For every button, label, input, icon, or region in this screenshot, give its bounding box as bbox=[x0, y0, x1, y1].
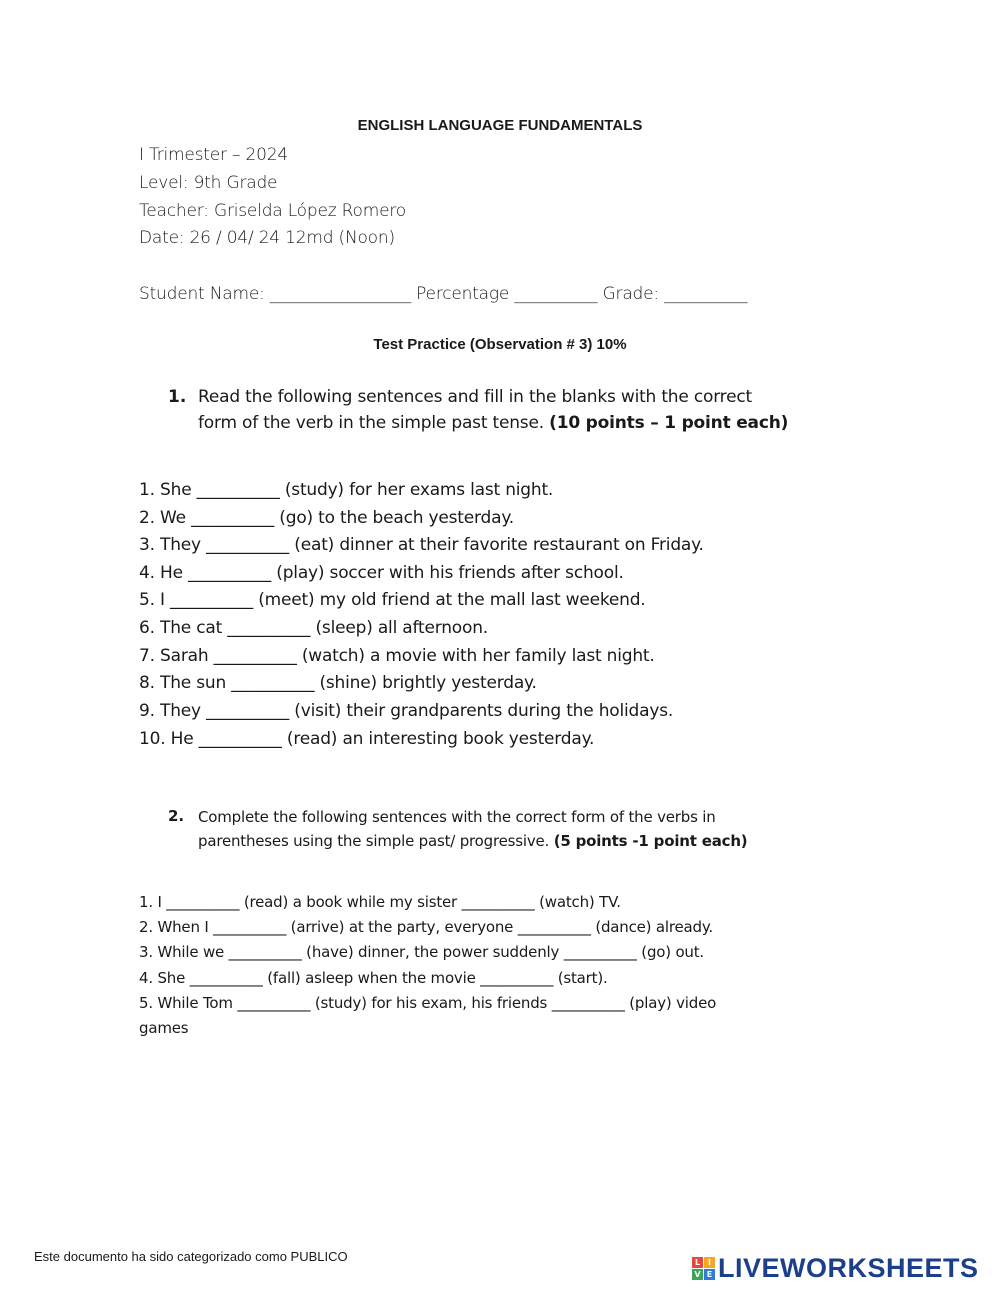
section1-item: 9. They __________ (visit) their grandparents during the holidays. bbox=[139, 701, 674, 721]
section2-instruction-line2 bbox=[198, 829, 747, 853]
section1-instruction bbox=[198, 384, 788, 436]
section1-item: 7. Sarah __________ (watch) a movie with her family last night. bbox=[139, 646, 655, 666]
logo-letter: I bbox=[704, 1257, 715, 1268]
section1-item: 4. He __________ (play) soccer with his friends after school. bbox=[139, 563, 624, 583]
logo-text: LIVEWORKSHEETS bbox=[718, 1253, 979, 1283]
section2-item: 2. When I __________ (arrive) at the party, everyone __________ (dance) already. bbox=[139, 918, 713, 936]
section2-instruction-line1: Complete the following sentences with the correct form of the verbs in bbox=[198, 808, 716, 826]
student-info-line: Student Name: _________________ Percentage __________ Grade: __________ bbox=[139, 284, 748, 304]
section1-instruction-text: form of the verb in the simple past tense. bbox=[198, 413, 544, 433]
logo-grid-icon bbox=[692, 1257, 715, 1280]
section1-item: 5. I __________ (meet) my old friend at the mall last weekend. bbox=[139, 590, 646, 610]
section1-item: 3. They __________ (eat) dinner at their favorite restaurant on Friday. bbox=[139, 535, 704, 555]
document-title: ENGLISH LANGUAGE FUNDAMENTALS bbox=[357, 117, 643, 134]
logo-letter: V bbox=[692, 1269, 703, 1280]
logo-letter: E bbox=[704, 1269, 715, 1280]
section2-item: 5. While Tom __________ (study) for his exam, his friends __________ (play) video bbox=[139, 994, 717, 1012]
trimester-line: I Trimester – 2024 bbox=[139, 145, 288, 165]
section2-item: 1. I __________ (read) a book while my sister __________ (watch) TV. bbox=[139, 893, 621, 911]
section1-instruction-line1: Read the following sentences and fill in the blanks with the correct bbox=[198, 387, 752, 407]
section1-instruction-line2 bbox=[198, 410, 788, 436]
section2-instruction bbox=[198, 805, 747, 853]
level-line: Level: 9th Grade bbox=[139, 173, 278, 193]
section2-item: 3. While we __________ (have) dinner, the power suddenly __________ (go) out. bbox=[139, 943, 704, 961]
section2-instruction-text: parentheses using the simple past/ progressive. bbox=[198, 832, 550, 850]
section1-item: 6. The cat __________ (sleep) all afternoon. bbox=[139, 618, 488, 638]
date-line: Date: 26 / 04/ 24 12md (Noon) bbox=[139, 228, 395, 248]
section2-number: 2. bbox=[168, 807, 185, 825]
section1-points: (10 points – 1 point each) bbox=[549, 413, 789, 433]
test-title: Test Practice (Observation # 3) 10% bbox=[373, 336, 627, 353]
section2-item: games bbox=[139, 1019, 189, 1037]
section2-item: 4. She __________ (fall) asleep when the movie __________ (start). bbox=[139, 969, 608, 987]
section1-item: 1. She __________ (study) for her exams last night. bbox=[139, 480, 554, 500]
teacher-line: Teacher: Griselda López Romero bbox=[139, 201, 406, 221]
section2-points: (5 points -1 point each) bbox=[553, 832, 748, 850]
section1-item: 8. The sun __________ (shine) brightly yesterday. bbox=[139, 673, 537, 693]
logo-letter: L bbox=[692, 1257, 703, 1268]
section1-item: 10. He __________ (read) an interesting book yesterday. bbox=[139, 729, 595, 749]
classification-note: Este documento ha sido categorizado como PUBLICO bbox=[34, 1249, 348, 1264]
section1-item: 2. We __________ (go) to the beach yesterday. bbox=[139, 508, 514, 528]
section1-number: 1. bbox=[168, 387, 187, 407]
liveworksheets-logo bbox=[692, 1253, 979, 1284]
